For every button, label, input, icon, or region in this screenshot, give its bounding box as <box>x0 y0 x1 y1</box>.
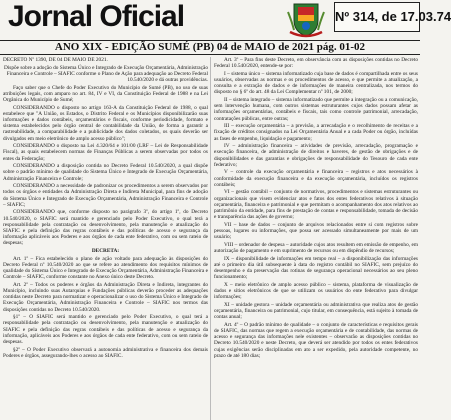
right-column-paragraph: VIII – ordenador de despesa – autoridade cujos atos resultem em emissão de empenho, em autorização de pagamento e em suprimento de recursos ou em dispêndio de recursos; <box>214 241 418 255</box>
right-column-paragraph: I – sistema único – sistema informatizado cuja base de dados é compartilhada entre os seus usuários, observadas as normas e os procedimentos de acesso, e que permite a atualização, a consulta e a extração de dados e de informações de maneira centralizada, nos termos do disposto no § 6º do art. 48 da Lei Complementar nº 101, de 2000; <box>214 70 418 96</box>
municipal-crest-icon <box>286 2 326 38</box>
right-column-paragraph: Art. 4º – O padrão mínimo de qualidade – o conjunto de características e requisitos gerais de SIAFIC, das normas que regem a execução orçamentária e de contabilidade, das normas de acesso e segurança das informações nele existentes – observarão as disposições contidas no Decreto 10.540/2020 e neste Decreto, que deverá ser atendido por todos os entes federativos cujas exigências serão disciplinadas em ato a ser expedido, pela autoridade competente, no prazo de até 180 dias; <box>214 321 418 359</box>
left-column-paragraph: DECRETA: <box>91 248 120 255</box>
left-column-paragraph: Dispõe sobre a adoção do Sistema Único e Integrado de Execução Orçamentária, Administração Financeira e Controle – SIAFIC conforme o Plano de Ação para adequação ao Decreto Federal 10.540/2020 e dá outras providências. <box>4 64 208 83</box>
left-column-paragraph: §1º – O SIAFIC será mantido e gerenciado pelo Poder Executivo, o qual terá a responsabilidade pela contratação ou desenvolvimento, pela manutenção e atualização do SIAFIC e pela definição das regras contábeis e das políticas de acesso e segurança da informação, aplicáveis aos Poderes e aos órgãos de cada ente federativo, com ou sem rateio de despesas. <box>3 314 208 346</box>
column-divider <box>210 57 211 420</box>
right-column-paragraph: V – controle da execução orçamentária e financeira – registros e atos necessários à conformidade da execução financeira e da execução orçamentária, incluídos os registros contábeis; <box>214 169 418 188</box>
newspaper-title: Jornal Oficial <box>8 0 185 33</box>
masthead <box>0 0 451 40</box>
issue-number: Nº 314, de 17.03.74 <box>334 2 420 32</box>
right-column-paragraph: IV – administração financeira – atividades de previsão, arrecadação, programação e execução financeira, de administração de direitos e haveres, de gestão de obrigações e de disponibilidades e das garantias e obrigações de responsabilidade do Tesouro de cada ente federativo; <box>214 143 418 168</box>
left-column-paragraph: CONSIDERANDO o disposto no artigo 163-A da Constituição Federal de 1988, o qual estabelece que "A União, os Estados, o Distrito Federal e os Municípios disponibilizarão suas informações e dados contábeis, orçamentários e fiscais, conforme periodicidade, formato e sistema estabelecidos pelo órgão central de contabilidade da União, de forma a garantir a rastreabilidade, a comparabilidade e a publicidade dos dados coletados, os quais deverão ser divulgados em meio eletrônico de amplo acesso público"; <box>3 104 208 142</box>
left-column-paragraph: Art. 1º – Fica estabelecido o plano de ação voltado para adequação às disposições do Decreto Federal nº 10.540/2020 ao que se refere ao atendimento dos requisitos mínimos de qualidade do Sistema Único e Integrado de Execução Orçamentária, Administração Financeira e Controle – SIAFIC, conforme constante no Anexo único deste Decreto. <box>3 255 208 281</box>
right-column-paragraph: IX – disponibilidade de informações em tempo real – a disponibilização das informações até o primeiro dia útil subsequente à data do registro contábil no SIAFIC, sem prejuízo do desempenho e da preservação das rotinas de segurança operacional necessários ao seu pleno funcionamento; <box>214 255 418 281</box>
right-column-paragraph: III – execução orçamentária – a previsão, a arrecadação e o recolhimento de receitas e a fixação de créditos consignados na Lei Orçamentária Anual e a cada Poder ou órgão, incluídas as fases de empenho, liquidação e pagamento; <box>214 123 418 142</box>
right-column <box>214 57 418 420</box>
edition-line: ANO XIX - EDIÇÃO SUMÉ (PB) 04 de MAIO de 2021 pág. 01-02 <box>54 41 366 53</box>
left-column-paragraph: CONSIDERANDO o disposto na Lei 4.320/64 e 101/00 (LRF – Lei de Responsabilidade Fiscal), as quais estabelecem normas de Finanças Públicas a serem observadas por todos os entes da Federação; <box>3 143 208 162</box>
left-column-paragraph: Art. 2º – Todos os poderes e órgãos da Administração Direta e Indireta, integrantes do Município, incluindo suas Autarquias e Fundações públicas deverão proceder as adequações contidas neste Decreto para normatizar e operacionalizar o uso do Sistema Único e Integrado de Execução Orçamentária, Administração Financeira e Controle – SIAFIC nos termos das disposições contidas no Decreto 10.540/2020. <box>3 281 208 313</box>
left-column-paragraph: CONSIDERANDO que, conforme disposto no parágrafo 3º, do artigo 1º, do Decreto 10.540/2020, o SIAFIC será mantido e gerenciado pelo Poder Executivo, o qual terá a responsabilidade pela contratação ou desenvolvimento, pela manutenção e atualização do SIAFIC e pela definição das regras contábeis e das políticas de acesso e segurança da informação aplicáveis aos Poderes e aos órgãos de cada ente federativo, com ou sem rateio de despesas; <box>3 209 208 247</box>
right-column-paragraph: VI – gestão contábil – conjunto de normativos, procedimentos e sistemas estruturantes ou organizacionais que visem evidenciar atos e fatos dos entes federativos relativos à situação orçamentária, financeira e patrimonial e que permitam o acompanhamento dos atos relativos ao patrimônio da entidade, para fins de prestação de contas e responsabilidade, tomada de decisão e transparência das ações de governo; <box>214 189 418 221</box>
left-column-paragraph: CONSIDERANDO a disposição contida no Decreto Federal 10.540/2020, a qual dispõe sobre o padrão mínimo de qualidade do Sistema Único e Integrado de Execução Orçamentária, Administração Financeira e Controle; <box>3 163 208 182</box>
edition-rule-bottom <box>0 54 420 55</box>
left-column-paragraph: Faço saber que o Chefe do Poder Executivo do Município de Sumé (PB), no uso de suas atribuições legais, com amparo no art. 84, IV e VI, da Constituição Federal de 1988 e na Lei Orgânica do Município de Sumé; <box>3 84 208 103</box>
left-column <box>3 57 208 420</box>
right-column-paragraph: XI – unidade gestora – unidade orçamentária ou administrativa que realiza atos de gestão orçamentária, financeira ou patrimonial, cujo titular, em consequência, está sujeito à tomada de contas anual; <box>214 301 418 321</box>
left-column-paragraph: DECRETO Nº 1390, DE 04 DE MAIO DE 2021. <box>3 57 108 63</box>
left-column-paragraph: §2º – O Poder Executivo observará a autonomia administrativa e financeira dos demais Poderes e órgãos, assegurando-lhes o acesso ao SIAFIC. <box>3 346 208 359</box>
right-column-paragraph: II – sistema integrado – sistema informatizado que permite a integração ou a comunicação, sem intervenção humana, com outros sistemas estruturantes cujos dados possam afetar as informações orçamentárias, contábeis e fiscais, tais como controle patrimonial, arrecadação, contratações públicas, entre outras; <box>214 97 418 122</box>
right-column-paragraph: X – meio eletrônico de amplo acesso público – sistema, plataforma de visualização de dados e sítios eletrônicos de que se utilizam os usuários do ente federativo para divulgar informações; <box>214 281 418 301</box>
left-column-paragraph: CONSIDERANDO a necessidade de padronizar os procedimentos a serem observados por todos os órgãos e entidades da Administração Direta e Indireta Municipal, para fins de adoção do Sistema Único e Integrado de Execução Orçamentária, Administração Financeira e Controle – SIAFIC; <box>3 183 208 208</box>
right-column-paragraph: Art. 3º – Para fins deste Decreto, em observância com as disposições contidas no Decreto Federal 10.540/2020, entende-se por: <box>214 57 418 70</box>
right-column-paragraph: VII – base de dados – conjunto de arquivos relacionados entre si com registros sobre pessoas, lugares ou informações, que possa ser acessado simultaneamente por mais de um usuário; <box>214 221 418 241</box>
